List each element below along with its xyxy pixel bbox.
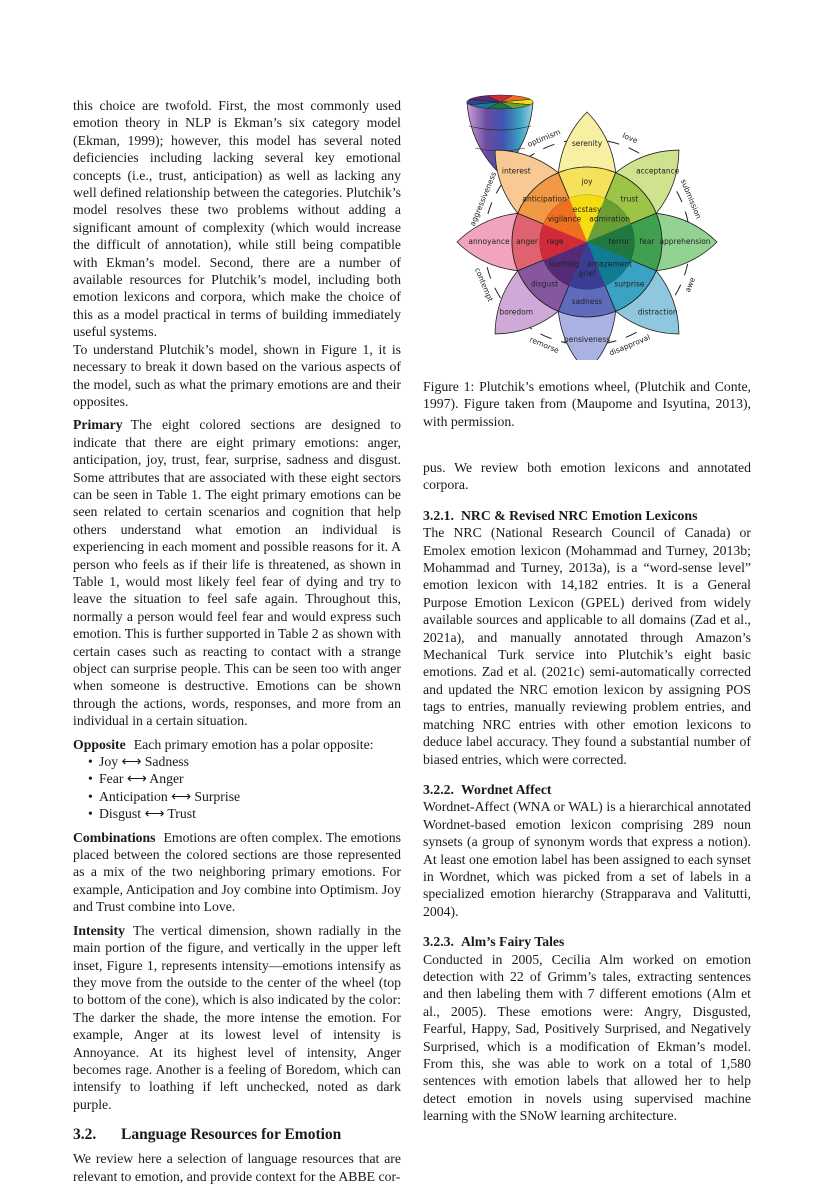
wheel-label-anticipation: anticipation bbox=[522, 194, 567, 204]
mixed-emotion-awe: awe bbox=[682, 275, 698, 294]
wheel-label-loathing: loathing bbox=[549, 259, 580, 269]
right-column bbox=[423, 459, 751, 1125]
wheel-label-rage: rage bbox=[546, 237, 564, 246]
wheel-label-sadness: sadness bbox=[571, 297, 603, 306]
combinations-paragraph bbox=[73, 829, 401, 916]
wheel-label-serenity: serenity bbox=[571, 139, 603, 148]
plutchik-wheel-figure bbox=[440, 88, 740, 360]
wordnet-paragraph: Wordnet-Affect (WNA or WAL) is a hierarchical annotated Wordnet-based emotion lexicon comprising 289 noun synsets (a group of synonym words that express a notion). At least one emotion label has been assigned to each synset in Wordnet, which was picked from a set of labels in a specialized emotion hierarchy (Strapparava and Valitutti, 2004). bbox=[423, 799, 751, 919]
list-item: • Fear ⟷ Anger bbox=[99, 770, 401, 787]
section-heading bbox=[73, 1126, 401, 1144]
wheel-label-trust: trust bbox=[620, 194, 639, 204]
understanding-paragraph: To understand Plutchik’s model, shown in Figure 1, it is necessary to break it down based on the various aspects of the model, such as what the primary emotions are and their opposites. bbox=[73, 341, 401, 409]
opposite-paragraph bbox=[73, 736, 401, 753]
nrc-paragraph: The NRC (National Research Council of Canada) or Emolex emotion lexicon (Mohammad and Turney, 2013b; Mohammad and Turney, 2013a), is a “word-sense level” emotion lexicon with 14,182 entries. It is a General Purpose Emotion Lexicon (GPEL) derived from widely available sources and applicable to all domains (Zad et al., 2021a), and manually annotated through Amazon’s Mechanical Turk service into Plutchik’s eight basic emotions. Zad et al. (2021c) semi-automatically corrected and updated the NRC emotion lexicon by assigning POS tags to entries, manually reviewing problem entries, and matching NRC entries with other emotion lexicons to deduce label accuracy. They found a substantial number of biased entries, which were corrected. bbox=[423, 525, 751, 767]
subsection-heading-wordnet bbox=[423, 781, 751, 798]
subsection-number: 3.2.1. bbox=[423, 507, 454, 523]
wheel-label-boredom: boredom bbox=[499, 307, 534, 317]
subsection-title: Wordnet Affect bbox=[461, 781, 552, 797]
opposite-heading: Opposite bbox=[73, 736, 126, 752]
mixed-emotion-optimism: optimism bbox=[526, 127, 562, 149]
combinations-heading: Combinations bbox=[73, 829, 156, 845]
wheel-label-distraction: distraction bbox=[637, 307, 678, 317]
combinations-text: Emotions are often complex. The emotions placed between the colored sections are those represented as a mix of the two neighboring primary emotions. For example, Anticipation and Joy combine into Optimism. Joy and Trust combine into Love. bbox=[73, 829, 401, 915]
wheel-label-amazement: amazement bbox=[587, 259, 632, 269]
mixed-emotion-aggressiveness: aggressiveness bbox=[467, 170, 499, 228]
section-paragraph: We review here a selection of language resources that are relevant to emotion, and provide context for the ABBE cor- bbox=[73, 1151, 401, 1184]
list-item: • Anticipation ⟷ Surprise bbox=[99, 788, 401, 805]
mixed-emotion-contempt: contempt bbox=[472, 266, 496, 304]
left-column bbox=[73, 97, 401, 1185]
intensity-paragraph bbox=[73, 922, 401, 1113]
wheel-label-fear: fear bbox=[639, 237, 655, 246]
wheel-label-vigilance: vigilance bbox=[547, 214, 582, 224]
intensity-text: The vertical dimension, shown radially in the main portion of the figure, and vertically in the upper left inset, Figure 1, represents intensity—emotions intensify as they move from the outside to the center of the wheel (top to bottom of the cone), which is also indicated by the color: The darker the shade, the more intense the emotion. For example, Anger at its lowest level of intensity is Annoyance. At its highest level of intensity, Anger becomes rage. Another is a feeling of Boredom, which can intensify to loathing if left unchecked, noted as dark purple. bbox=[73, 922, 401, 1112]
primary-heading: Primary bbox=[73, 417, 123, 433]
alm-paragraph: Conducted in 2005, Cecilia Alm worked on emotion detection with 22 of Grimm’s tales, extracting sentences and then labeling them with 7 different emotions (Alm et al., 2005). These emotions were: Angry, Disgusted, Fearful, Happy, Sad, Positively Surprised, and Negatively Surprised, which is a modification of Ekman’s model. From this, she was able to work on a total of 1,580 sentences with emotion labels that allowed her to help detect emotion in novels using supervised machine learning with the SNoW learning architecture. bbox=[423, 951, 751, 1124]
subsection-title: NRC & Revised NRC Emotion Lexicons bbox=[461, 507, 698, 523]
subsection-number: 3.2.3. bbox=[423, 934, 454, 950]
wheel-label-acceptance: acceptance bbox=[636, 166, 680, 176]
wheel-label-surprise: surprise bbox=[614, 279, 645, 289]
wheel-label-apprehension: apprehension bbox=[659, 237, 711, 246]
primary-text: The eight colored sections are designed to indicate that there are eight primary emotions: anger, anticipation, joy, trust, fear, surprise, sadness and disgust. Some attributes that are associated with these eight sectors can be seen in Table 1. The eight primary emotions can be seen related to certain scenarios and cognition that help others understand what emotion an individual is experiencing in each moment and possible reasons for it. A person who feels as if their life is threatened, as shown in Table 1, would most likely feel fear of dying and try to leave the situation to feel safe again. Throughout this, normally a person would feel fear and would express such emotion. This is further supported in Table 2 as shown with certain cases such as reacting to contact with a strange object can surprise people. This can be seen too with anger when someone is destructive. Emotions can be shown through the actions, words, responses, and more from an individual in a certain situation. bbox=[73, 417, 401, 729]
wheel-label-admiration: admiration bbox=[589, 214, 631, 224]
opposites-list bbox=[73, 753, 401, 823]
intro-paragraph: this choice are twofold. First, the most commonly used emotion theory in NLP is Ekman’s six category model (Ekman, 1999); however, this model has several noted deficiencies including lacking several key emotional concepts (i.e., trust, anticipation) as well as lacking any well defined relationship between the categories. Plutchik’s model resolves these two problems without adding a significant amount of complexity (which would increase the difficult of annotation), while still being compatible with Ekman’s model. Second, there are a number of available resources for Plutchik’s model, including both emotion lexicons and corpora, which make the choice of this as a model practical in terms of building immediately useful systems. bbox=[73, 98, 401, 340]
mixed-emotion-submission: submission bbox=[678, 177, 704, 221]
list-item: • Joy ⟷ Sadness bbox=[99, 753, 401, 770]
figure-caption: Figure 1: Plutchik’s emotions wheel, (Plutchik and Conte, 1997). Figure taken from (Maupome and Isyutina, 2013), with permission. bbox=[423, 379, 751, 429]
subsection-heading-alm bbox=[423, 933, 751, 950]
section-number: 3.2. bbox=[73, 1126, 97, 1144]
wheel-label-interest: interest bbox=[501, 166, 531, 176]
wheel-label-anger: anger bbox=[516, 237, 538, 246]
wheel-label-disgust: disgust bbox=[531, 279, 559, 289]
wheel-label-pensiveness: pensiveness bbox=[563, 335, 611, 344]
wheel-label-joy: joy bbox=[581, 177, 593, 186]
wheel-label-grief: grief bbox=[578, 269, 596, 278]
subsection-number: 3.2.2. bbox=[423, 781, 454, 797]
subsection-heading-nrc bbox=[423, 507, 751, 524]
wheel-label-annoyance: annoyance bbox=[468, 237, 510, 246]
wheel-label-terror: terror bbox=[608, 237, 630, 246]
subsection-title: Alm’s Fairy Tales bbox=[461, 934, 565, 950]
corpora-paragraph: pus. We review both emotion lexicons and annotated corpora. bbox=[423, 460, 751, 493]
wheel-label-ecstasy: ecstasy bbox=[572, 205, 602, 214]
mixed-emotion-love: love bbox=[621, 130, 640, 146]
mixed-emotion-disapproval: disapproval bbox=[607, 332, 652, 358]
mixed-emotion-remorse: remorse bbox=[528, 334, 561, 356]
primary-paragraph bbox=[73, 416, 401, 729]
intensity-heading: Intensity bbox=[73, 922, 125, 938]
list-item: • Disgust ⟷ Trust bbox=[99, 805, 401, 822]
section-title: Language Resources for Emotion bbox=[121, 1126, 342, 1144]
opposite-text: Each primary emotion has a polar opposite: bbox=[133, 736, 374, 752]
